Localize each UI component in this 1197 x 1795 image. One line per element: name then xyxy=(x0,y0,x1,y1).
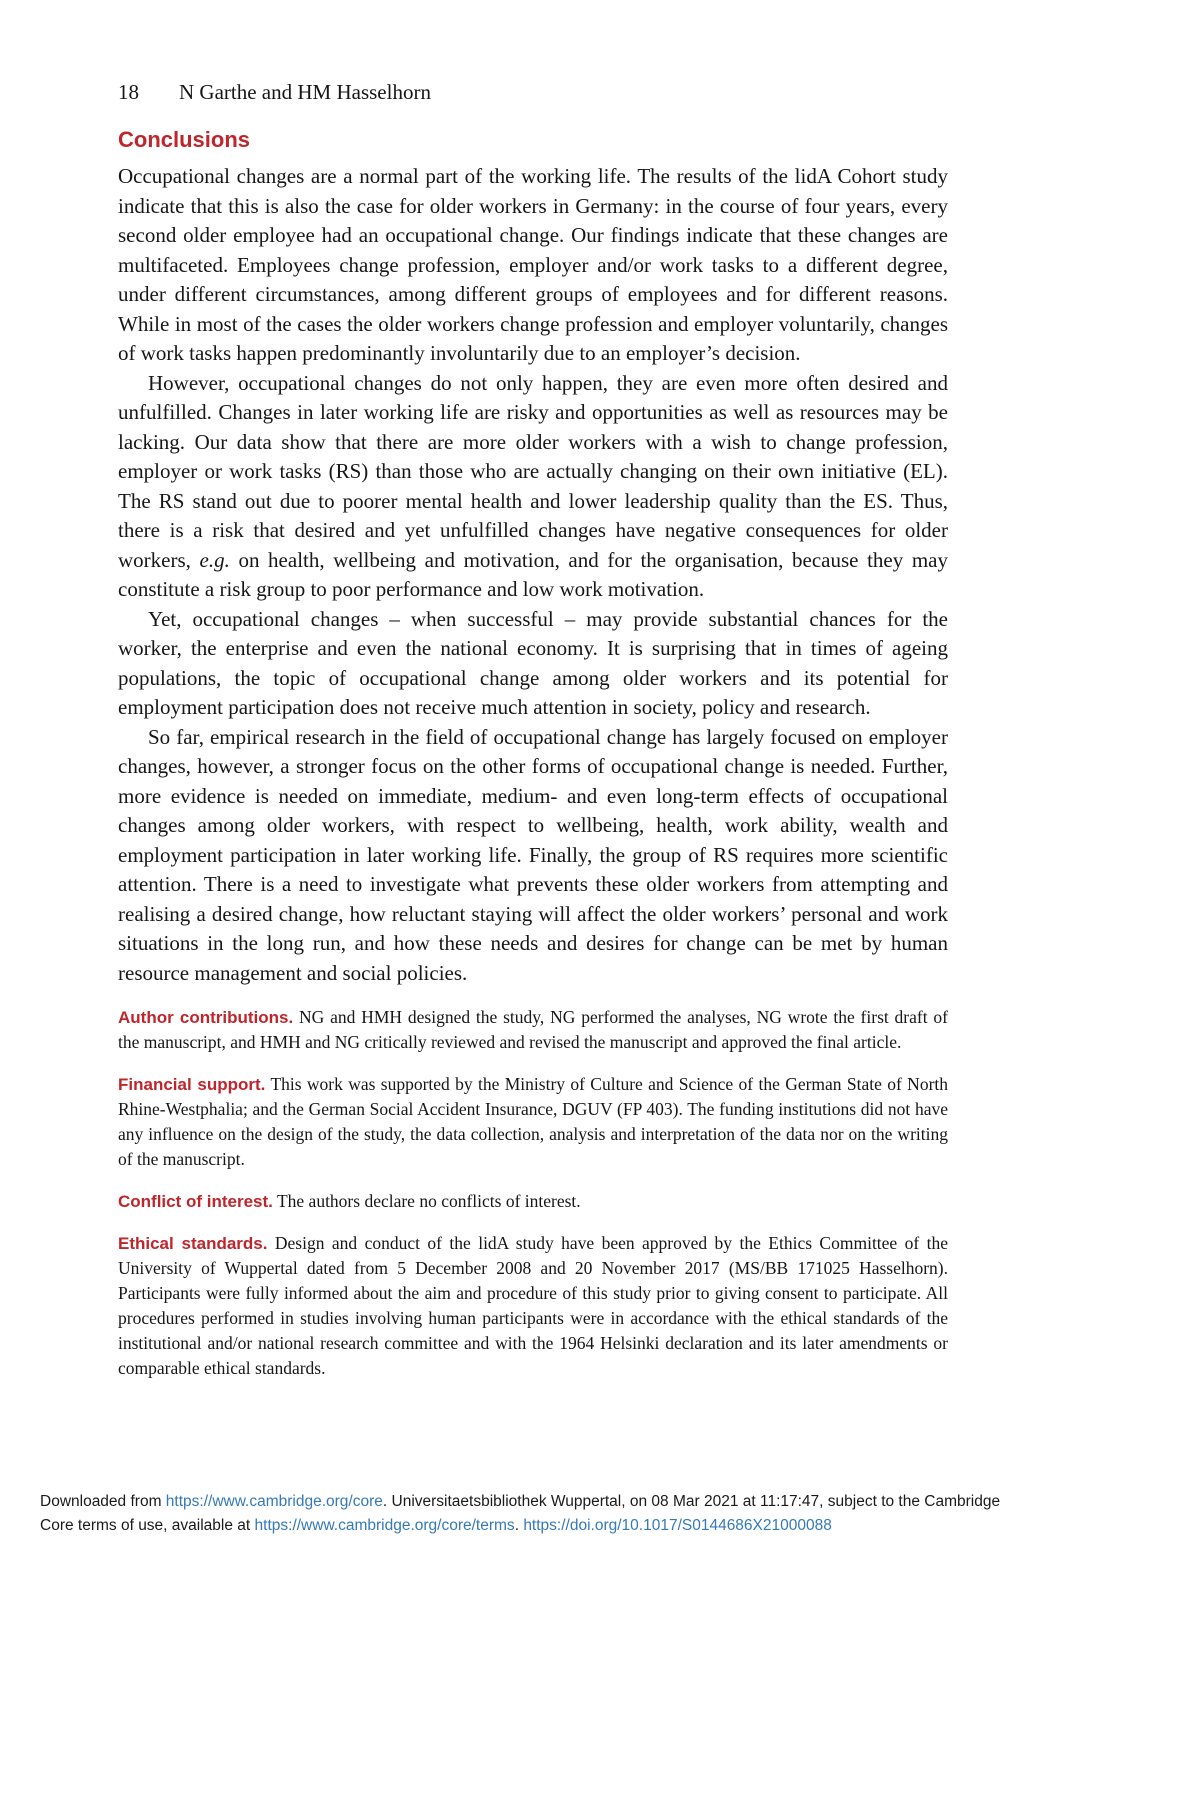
backmatter xyxy=(118,1005,948,1381)
paragraph-text: However, occupational changes do not only happen, they are even more often desired and unfulfilled. Changes in later working life are risky and opportunities as well as resources may be lacking. Our data show that there are more older workers with a wish to change profession, employer or work tasks (RS) than those who are actually changing on their own initiative (EL). The RS stand out due to poorer mental health and lower leadership quality than the ES. Thus, there is a risk that desired and yet unfulfilled changes have negative consequences for older workers, xyxy=(118,370,948,572)
backmatter-author-contributions xyxy=(118,1005,948,1055)
running-head-authors: N Garthe and HM Hasselhorn xyxy=(179,80,431,104)
paragraph-conclusions-2 xyxy=(118,369,948,605)
footer-link-cambridge-core[interactable]: https://www.cambridge.org/core xyxy=(165,1493,383,1510)
footer-line-1 xyxy=(40,1490,1165,1514)
footer-line-2 xyxy=(40,1514,1165,1538)
backmatter-ethical-standards xyxy=(118,1231,948,1381)
backmatter-text: This work was supported by the Ministry of Culture and Science of the German State of North Rhine-Westphalia; and the German Social Accident Insurance, DGUV (FP 403). The funding institutions did not have any influence on the design of the study, the data collection, analysis and interpretation of the data nor on the writing of the manuscript. xyxy=(118,1074,949,1169)
backmatter-label: Financial support. xyxy=(118,1075,266,1094)
footer-text: Core terms of use, available at xyxy=(40,1517,255,1534)
footer-text: Downloaded from xyxy=(40,1493,166,1510)
footer-text: . xyxy=(514,1517,524,1534)
backmatter-financial-support xyxy=(118,1072,948,1172)
paragraph-text: on health, wellbeing and motivation, and for the organisation, because they may constitute a risk group to poor performance and low work motivation. xyxy=(118,547,948,601)
italic-eg: e.g. xyxy=(199,547,230,572)
backmatter-label: Ethical standards. xyxy=(118,1234,268,1253)
backmatter-label: Author contributions. xyxy=(118,1008,294,1027)
backmatter-label: Conflict of interest. xyxy=(118,1192,273,1211)
footer-link-doi[interactable]: https://doi.org/10.1017/S0144686X21000088 xyxy=(523,1517,832,1534)
paragraph-conclusions-3: Yet, occupational changes – when successful – may provide substantial chances for the worker, the enterprise and even the national economy. It is surprising that in times of ageing populations, the topic of occupational change among older workers and its potential for employment participation does not receive much attention in society, policy and research. xyxy=(118,606,948,719)
paragraph-conclusions-4: So far, empirical research in the field of occupational change has largely focused on employer changes, however, a stronger focus on the other forms of occupational change is needed. Further, more evidence is needed on immediate, medium- and even long-term effects of occupational changes among older workers, with respect to wellbeing, health, work ability, wealth and employment participation in later working life. Finally, the group of RS requires more scientific attention. There is a need to investigate what prevents these older workers from attempting and realising a desired change, how reluctant staying will affect the older workers’ personal and work situations in the long run, and how these needs and desires for change can be met by human resource management and social policies. xyxy=(118,724,948,985)
backmatter-conflict-of-interest xyxy=(118,1189,948,1214)
page-number: 18 xyxy=(118,80,139,104)
footer-text: . Universitaetsbibliothek Wuppertal, on 08 Mar 2021 at 11:17:47, subject to the Cambridge xyxy=(382,1493,1001,1510)
backmatter-text: The authors declare no conflicts of interest. xyxy=(276,1191,581,1211)
download-footer xyxy=(40,1490,1165,1538)
page-content xyxy=(118,80,948,1381)
backmatter-text: NG and HMH designed the study, NG performed the analyses, NG wrote the first draft of the manuscript, and HMH and NG critically reviewed and revised the manuscript and approved the final article. xyxy=(118,1007,948,1052)
footer-link-core-terms[interactable]: https://www.cambridge.org/core/terms xyxy=(254,1517,515,1534)
running-head xyxy=(118,80,948,105)
section-heading-conclusions: Conclusions xyxy=(118,127,251,152)
paragraph-conclusions-1: Occupational changes are a normal part of the working life. The results of the lidA Cohort study indicate that this is also the case for older workers in Germany: in the course of four years, every second older employee had an occupational change. Our findings indicate that these changes are multifaceted. Employees change profession, employer and/or work tasks to a different degree, under different circumstances, among different groups of employees and for different reasons. While in most of the cases the older workers change profession and employer voluntarily, changes of work tasks happen predominantly involuntarily due to an employer’s decision. xyxy=(118,164,948,365)
backmatter-text: Design and conduct of the lidA study have been approved by the Ethics Committee of the University of Wuppertal dated from 5 December 2008 and 20 November 2017 (MS/BB 171025 Hasselhorn). Participants were fully informed about the aim and procedure of this study prior to giving consent to participate. All procedures performed in studies involving human participants were in accordance with the ethical standards of the institutional and/or national research committee and with the 1964 Helsinki declaration and its later amendments or comparable ethical standards. xyxy=(118,1233,949,1378)
